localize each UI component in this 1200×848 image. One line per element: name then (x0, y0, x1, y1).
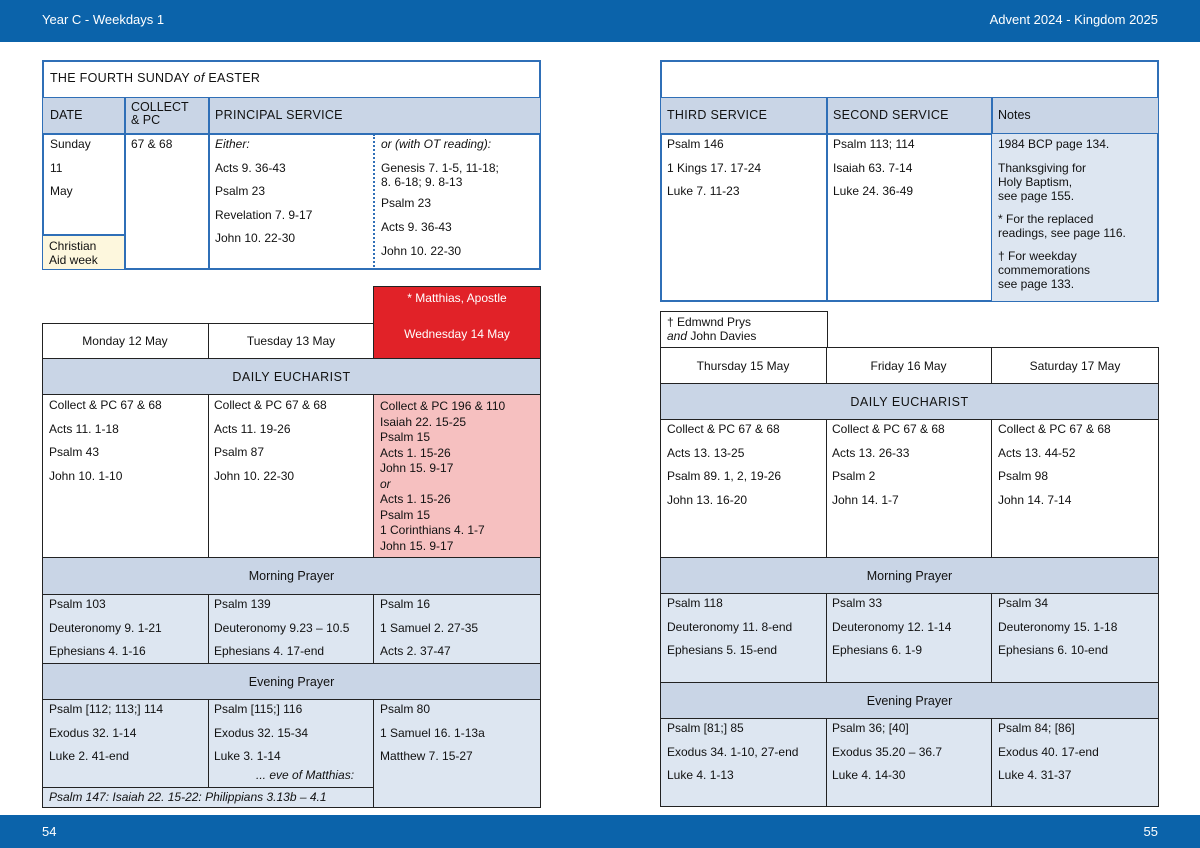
page-number-left: 54 (42, 824, 57, 839)
second-service: Psalm 113; 114 Isaiah 63. 7-14 Luke 24. 36-49 (833, 137, 915, 198)
morning-saturday: Psalm 34 Deuteronomy 15. 1-18 Ephesians 6. 10-end (998, 596, 1118, 657)
commemoration-note: † Edmwnd Prys and John Davies (667, 315, 757, 343)
page-footer (0, 815, 1200, 848)
eucharist-monday: Collect & PC 67 & 68 Acts 11. 1-18 Psalm 43 John 10. 1-10 (49, 398, 162, 483)
daily-eucharist-heading: DAILY EUCHARIST (42, 358, 541, 395)
evening-prayer-heading-right: Evening Prayer (660, 682, 1159, 719)
col-notes-header: Notes (998, 108, 1031, 122)
sunday-title: THE FOURTH SUNDAY of EASTER (50, 71, 261, 85)
sunday-date: Sunday 11 May (50, 137, 91, 198)
christian-aid-note: Christian Aid week (43, 234, 124, 269)
principal-or: or (with OT reading): Genesis 7. 1-5, 11-18; 8. 6-18; 9. 8-13 Psalm 23 Acts 9. 36-43 John 10. 22-30 (381, 137, 499, 258)
day-header-thursday: Thursday 15 May (696, 358, 790, 373)
evening-thursday: Psalm [81;] 85 Exodus 34. 1-10, 27-end Luke 4. 1-13 (667, 721, 799, 782)
evening-wednesday: Psalm 80 1 Samuel 16. 1-13a Matthew 7. 15-27 (380, 702, 485, 763)
evening-monday: Psalm [112; 113;] 114 Exodus 32. 1-14 Luke 2. 41-end (49, 702, 164, 763)
col-third-header: THIRD SERVICE (667, 108, 768, 122)
matthias-feast-header: * Matthias, Apostle Wednesday 14 May (373, 286, 541, 359)
eucharist-wednesday: Collect & PC 196 & 110 Isaiah 22. 15-25 Psalm 15 Acts 1. 15-26 John 15. 9-17 or Acts 1. 15-26 Psalm 15 1 Corinthians 4. 1-7 John 15. 9-17 (380, 399, 506, 553)
morning-friday: Psalm 33 Deuteronomy 12. 1-14 Ephesians 6. 1-9 (832, 596, 952, 657)
header-right: Advent 2024 - Kingdom 2025 (989, 12, 1158, 27)
eucharist-saturday: Collect & PC 67 & 68 Acts 13. 44-52 Psalm 98 John 14. 7-14 (998, 422, 1111, 507)
eucharist-tuesday: Collect & PC 67 & 68 Acts 11. 19-26 Psalm 87 John 10. 22-30 (214, 398, 327, 483)
daily-eucharist-heading-right: DAILY EUCHARIST (660, 383, 1159, 420)
morning-tuesday: Psalm 139 Deuteronomy 9.23 – 10.5 Ephesians 4. 17-end (214, 597, 350, 658)
evening-prayer-heading: Evening Prayer (42, 663, 541, 700)
eucharist-thursday: Collect & PC 67 & 68 Acts 13. 13-25 Psalm 89. 1, 2, 19-26 John 13. 16-20 (667, 422, 782, 507)
morning-monday: Psalm 103 Deuteronomy 9. 1-21 Ephesians 4. 1-16 (49, 597, 162, 658)
col-principal-header: PRINCIPAL SERVICE (215, 108, 343, 122)
third-service: Psalm 146 1 Kings 17. 17-24 Luke 7. 11-23 (667, 137, 762, 198)
page-header (0, 0, 1200, 42)
eve-of-matthias-readings: Psalm 147: Isaiah 22. 15-22: Philippians 3.13b – 4.1 (49, 790, 327, 804)
evening-saturday: Psalm 84; [86] Exodus 40. 17-end Luke 4. 31-37 (998, 721, 1099, 782)
col-date-header: DATE (50, 108, 83, 122)
day-header-saturday: Saturday 17 May (1029, 358, 1121, 373)
morning-wednesday: Psalm 16 1 Samuel 2. 27-35 Acts 2. 37-47 (380, 597, 479, 658)
evening-tuesday: Psalm [115;] 116 Exodus 32. 15-34 Luke 3. 1-14 (214, 702, 309, 763)
page-number-right: 55 (1143, 824, 1158, 839)
morning-prayer-heading-right: Morning Prayer (660, 557, 1159, 594)
eve-of-matthias-label: ... eve of Matthias: (256, 768, 355, 782)
col-collect-header: COLLECT & PC (131, 100, 189, 127)
morning-thursday: Psalm 118 Deuteronomy 11. 8-end Ephesians 5. 15-end (667, 596, 793, 657)
col-second-header: SECOND SERVICE (833, 108, 949, 122)
day-header-friday: Friday 16 May (870, 358, 947, 373)
notes: 1984 BCP page 134. Thanksgiving for Holy Baptism, see page 155. * For the replaced readings, see page 116. † For weekday commemorations see page 133. (998, 137, 1126, 291)
eucharist-friday: Collect & PC 67 & 68 Acts 13. 26-33 Psalm 2 John 14. 1-7 (832, 422, 945, 507)
morning-prayer-heading: Morning Prayer (42, 557, 541, 595)
header-left: Year C - Weekdays 1 (42, 12, 165, 27)
day-header-monday: Monday 12 May (82, 334, 168, 348)
sunday-collect: 67 & 68 (131, 137, 173, 151)
day-header-tuesday: Tuesday 13 May (246, 334, 336, 348)
evening-friday: Psalm 36; [40] Exodus 35.20 – 36.7 Luke 4. 14-30 (832, 721, 943, 782)
principal-either: Either: Acts 9. 36-43 Psalm 23 Revelation 7. 9-17 John 10. 22-30 (215, 137, 313, 245)
